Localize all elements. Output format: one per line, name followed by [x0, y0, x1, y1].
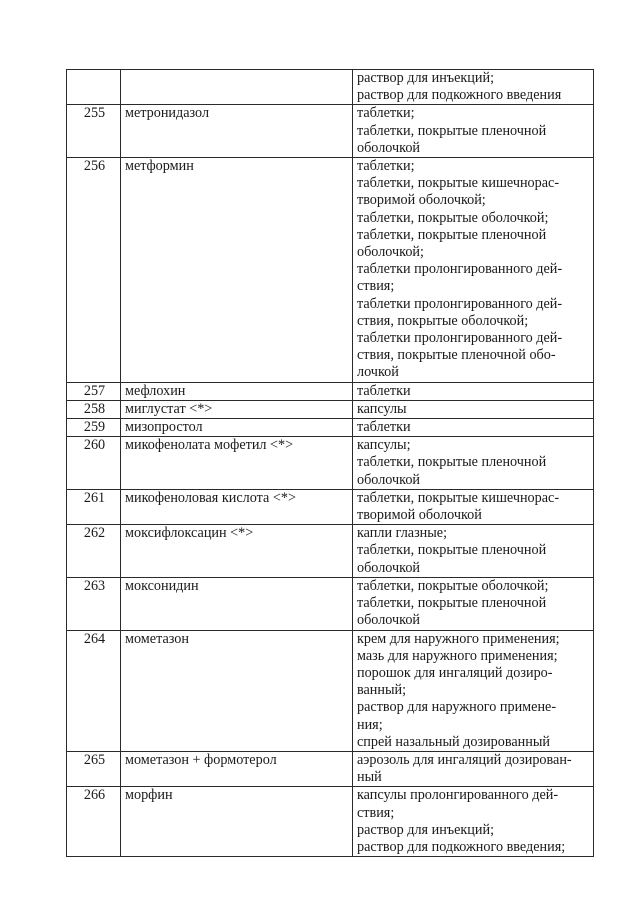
table-row — [67, 489, 594, 524]
table-row — [67, 70, 594, 105]
dosage-form-line: раствор для наружного примене- — [357, 699, 557, 716]
drug-name: моксифлоксацин <*> — [121, 525, 353, 578]
dosage-form-line: таблетки — [357, 382, 411, 399]
dosage-form-line: раствор для подкожного введения; — [357, 838, 566, 855]
dosage-form-line: оболочкой — [357, 612, 421, 629]
dosage-form-line: таблетки, покрытые пленочной — [357, 595, 547, 612]
dosage-form-line: оболочкой — [357, 139, 421, 156]
dosage-form-line: таблетки; — [357, 105, 415, 122]
dosage-form-line: таблетки, покрытые кишечнорас- — [357, 489, 560, 506]
dosage-form-line: крем для наружного применения; — [357, 630, 560, 647]
drug-name: мометазон + формотерол — [121, 751, 353, 786]
dosage-form-line: ствия; — [357, 804, 395, 821]
dosage-forms — [353, 105, 594, 158]
dosage-forms — [353, 751, 594, 786]
dosage-form-line: таблетки пролонгированного дей- — [357, 261, 563, 278]
dosage-form-line: порошок для ингаляций дозиро- — [357, 664, 553, 681]
drug-name: мометазон — [121, 630, 353, 751]
dosage-form-line: таблетки, покрытые пленочной — [357, 542, 547, 559]
table-row — [67, 751, 594, 786]
row-number: 258 — [67, 400, 121, 418]
row-number: 256 — [67, 158, 121, 383]
dosage-forms — [353, 400, 594, 418]
row-number — [67, 70, 121, 105]
dosage-form-line: таблетки пролонгированного дей- — [357, 330, 563, 347]
table-row — [67, 787, 594, 857]
table-body — [67, 70, 594, 857]
dosage-forms — [353, 419, 594, 437]
table-row — [67, 382, 594, 400]
dosage-form-line: ствия, покрытые оболочкой; — [357, 312, 529, 329]
dosage-form-line: таблетки, покрытые кишечнорас- — [357, 175, 560, 192]
row-number: 259 — [67, 419, 121, 437]
dosage-form-line: ствия, покрытые пленочной обо- — [357, 347, 556, 364]
row-number: 263 — [67, 577, 121, 630]
table-row — [67, 105, 594, 158]
dosage-form-line: ный — [357, 769, 382, 786]
row-number: 255 — [67, 105, 121, 158]
dosage-form-line: мазь для наружного применения; — [357, 647, 558, 664]
dosage-forms — [353, 70, 594, 105]
drug-name: метронидазол — [121, 105, 353, 158]
row-number: 261 — [67, 489, 121, 524]
dosage-form-line: капсулы — [357, 400, 407, 417]
row-number: 262 — [67, 525, 121, 578]
dosage-form-line: таблетки, покрытые пленочной — [357, 122, 547, 139]
table-row — [67, 630, 594, 751]
dosage-forms — [353, 437, 594, 490]
row-number: 257 — [67, 382, 121, 400]
dosage-form-line: капли глазные; — [357, 525, 448, 542]
table-row — [67, 437, 594, 490]
dosage-form-line: раствор для подкожного введения — [357, 87, 562, 104]
dosage-form-line: ванный; — [357, 682, 407, 699]
row-number: 265 — [67, 751, 121, 786]
drug-name: морфин — [121, 787, 353, 857]
dosage-form-line: таблетки, покрытые оболочкой; — [357, 577, 549, 594]
dosage-form-line: таблетки — [357, 419, 411, 436]
drug-name: мизопростол — [121, 419, 353, 437]
table-row — [67, 400, 594, 418]
dosage-form-line: оболочкой — [357, 471, 421, 488]
dosage-form-line: таблетки, покрытые пленочной — [357, 226, 547, 243]
drug-name — [121, 70, 353, 105]
dosage-form-line: аэрозоль для ингаляций дозирован- — [357, 751, 572, 768]
drug-name: микофеноловая кислота <*> — [121, 489, 353, 524]
table-row — [67, 158, 594, 383]
dosage-form-line: капсулы; — [357, 437, 411, 454]
row-number: 260 — [67, 437, 121, 490]
row-number: 264 — [67, 630, 121, 751]
dosage-forms — [353, 382, 594, 400]
dosage-form-line: раствор для инъекций; — [357, 70, 495, 86]
drug-name: мефлохин — [121, 382, 353, 400]
dosage-forms — [353, 525, 594, 578]
table-row — [67, 419, 594, 437]
dosage-form-line: оболочкой — [357, 559, 421, 576]
dosage-form-line: таблетки, покрытые оболочкой; — [357, 209, 549, 226]
dosage-forms — [353, 787, 594, 857]
dosage-form-line: ния; — [357, 716, 383, 733]
dosage-forms — [353, 489, 594, 524]
row-number: 266 — [67, 787, 121, 857]
drug-name: миглустат <*> — [121, 400, 353, 418]
dosage-forms — [353, 630, 594, 751]
dosage-forms — [353, 577, 594, 630]
dosage-forms — [353, 158, 594, 383]
dosage-form-line: раствор для инъекций; — [357, 821, 495, 838]
dosage-form-line: таблетки пролонгированного дей- — [357, 295, 563, 312]
dosage-form-line: творимой оболочкой — [357, 507, 482, 524]
table-row — [67, 577, 594, 630]
drug-name: метформин — [121, 158, 353, 383]
dosage-form-line: таблетки; — [357, 158, 415, 175]
dosage-form-line: спрей назальный дозированный — [357, 733, 550, 750]
dosage-form-line: капсулы пролонгированного дей- — [357, 787, 559, 804]
dosage-form-line: ствия; — [357, 278, 395, 295]
drug-name: моксонидин — [121, 577, 353, 630]
dosage-form-line: оболочкой; — [357, 244, 424, 261]
drug-name: микофенолата мофетил <*> — [121, 437, 353, 490]
drug-list-table — [66, 69, 594, 857]
dosage-form-line: таблетки, покрытые пленочной — [357, 454, 547, 471]
dosage-form-line: лочкой — [357, 364, 399, 381]
dosage-form-line: творимой оболочкой; — [357, 192, 486, 209]
table-row — [67, 525, 594, 578]
